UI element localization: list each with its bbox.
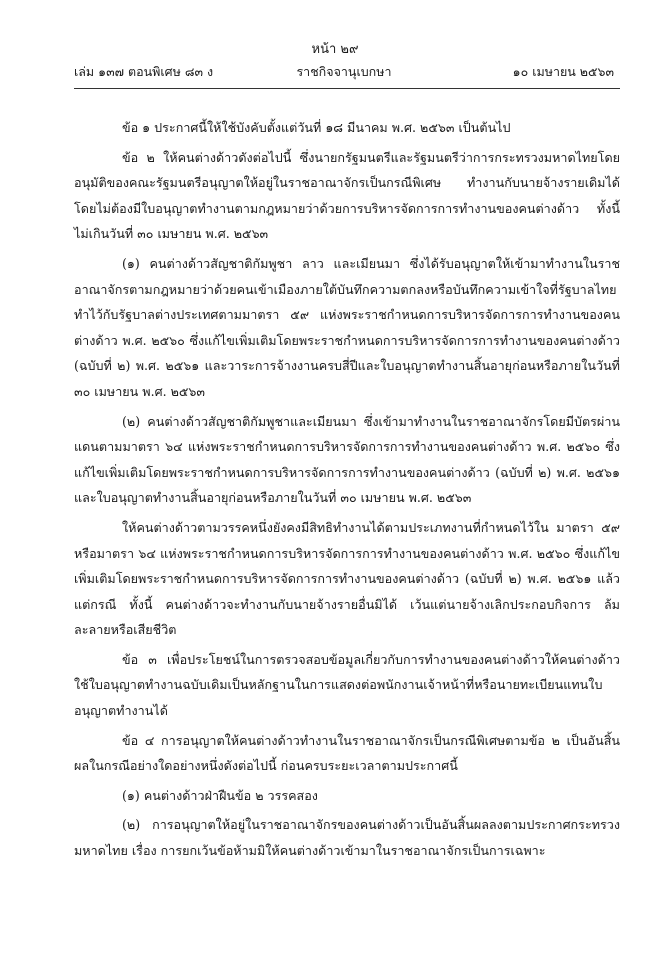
publication-title: ราชกิจจานุเบกษา — [296, 64, 392, 79]
header-divider — [74, 88, 620, 89]
paragraph-clause-4: ข้อ ๔ การอนุญาตให้คนต่างด้าวทำงานในราชอาณาจักรเป็นกรณีพิเศษตามข้อ ๒ เป็นอันสิ้นผลในกรณีอย่างใดอย่างหนึ่งดังต่อไปนี้ ก่อนครบระยะเวลาตามประกาศนี้ — [74, 732, 620, 774]
volume-info: เล่ม ๑๓๗ ตอนพิเศษ ๘๓ ง — [74, 64, 214, 79]
paragraph-clause-2-item-2: (๒) คนต่างด้าวสัญชาติกัมพูชาและเมียนมา ซึ่งเข้ามาทำงานในราชอาณาจักรโดยมีบัตรผ่านแดนตามมาตรา ๖๔ แห่งพระราชกำหนดการบริหารจัดการการทำงานของคนต่างด้าว พ.ศ. ๒๕๖๐ ซึ่งแก้ไขเพิ่มเติมโดยพระราชกำหนดการบริหารจัดการการทำงานของคนต่างด้าว (ฉบับที่ ๒) พ.ศ. ๒๕๖๑ และใบอนุญาตทำงานสิ้นอายุก่อนหรือภายในวันที่ ๓๐ เมษายน พ.ศ. ๒๕๖๓ — [74, 413, 620, 506]
page-number: หน้า ๒๙ — [311, 42, 359, 57]
paragraph-clause-3: ข้อ ๓ เพื่อประโยชน์ในการตรวจสอบข้อมูลเกี่ยวกับการทำงานของคนต่างด้าวให้คนต่างด้าวใช้ใบอนุญาตทำงานฉบับเดิมเป็นหลักฐานในการแสดงต่อพนักงานเจ้าหน้าที่หรือนายทะเบียนแทนใบอนุญาตทำงานได้ — [74, 651, 620, 719]
gazette-header — [74, 62, 614, 82]
paragraph-clause-4-item-1: (๑) คนต่างด้าวฝ่าฝืนข้อ ๒ วรรคสอง — [122, 787, 318, 803]
paragraph-clause-4-item-2: (๒) การอนุญาตให้อยู่ในราชอาณาจักรของคนต่างด้าวเป็นอันสิ้นผลลงตามประกาศกระทรวงมหาดไทย เรื่อง การยกเว้นข้อห้ามมิให้คนต่างด้าวเข้ามาในราชอาณาจักรเป็นการเฉพาะ — [74, 817, 620, 859]
paragraph-clause-2-item-1: (๑) คนต่างด้าวสัญชาติกัมพูชา ลาว และเมียนมา ซึ่งได้รับอนุญาตให้เข้ามาทำงานในราชอาณาจักรตามกฎหมายว่าด้วยคนเข้าเมืองภายใต้บันทึกความตกลงหรือบันทึกความเข้าใจที่รัฐบาลไทยทำไว้กับรัฐบาลต่างประเทศตามมาตรา ๕๙ แห่งพระราชกำหนดการบริหารจัดการการทำงานของคนต่างด้าว พ.ศ. ๒๕๖๐ ซึ่งแก้ไขเพิ่มเติมโดยพระราชกำหนดการบริหารจัดการการทำงานของคนต่างด้าว (ฉบับที่ ๒) พ.ศ. ๒๕๖๑ และวาระการจ้างงานครบสี่ปีและใบอนุญาตทำงานสิ้นอายุก่อนหรือภายในวันที่ ๓๐ เมษายน พ.ศ. ๒๕๖๓ — [74, 255, 620, 399]
paragraph-clause-2-subsection: ให้คนต่างด้าวตามวรรคหนึ่งยังคงมีสิทธิทำงานได้ตามประเภทงานที่กำหนดไว้ใน มาตรา ๕๙ หรือมาตรา ๖๔ แห่งพระราชกำหนดการบริหารจัดการการทำงานของคนต่างด้าว พ.ศ. ๒๕๖๐ ซึ่งแก้ไขเพิ่มเติมโดยพระราชกำหนดการบริหารจัดการการทำงานของคนต่างด้าว (ฉบับที่ ๒) พ.ศ. ๒๕๖๑ แล้วแต่กรณี ทั้งนี้ คนต่างด้าวจะทำงานกับนายจ้างรายอื่นมิได้ เว้นแต่นายจ้างเลิกประกอบกิจการ ล้มละลายหรือเสียชีวิต — [74, 519, 620, 638]
paragraph-clause-2: ข้อ ๒ ให้คนต่างด้าวดังต่อไปนี้ ซึ่งนายกรัฐมนตรีและรัฐมนตรีว่าการกระทรวงมหาดไทยโดยอนุมัติของคณะรัฐมนตรีอนุญาตให้อยู่ในราชอาณาจักรเป็นกรณีพิเศษ ทำงานกับนายจ้างรายเดิมได้โดยไม่ต้องมีใบอนุญาตทำงานตามกฎหมายว่าด้วยการบริหารจัดการการทำงานของคนต่างด้าว ทั้งนี้ไม่เกินวันที่ ๓๐ เมษายน พ.ศ. ๒๕๖๓ — [74, 149, 620, 242]
document-body — [74, 115, 620, 864]
publication-date: ๑๐ เมษายน ๒๕๖๓ — [512, 64, 614, 79]
paragraph-clause-1: ข้อ ๑ ประกาศนี้ให้ใช้บังคับตั้งแต่วันที่ ๑๘ มีนาคม พ.ศ. ๒๕๖๓ เป็นต้นไป — [122, 120, 511, 135]
